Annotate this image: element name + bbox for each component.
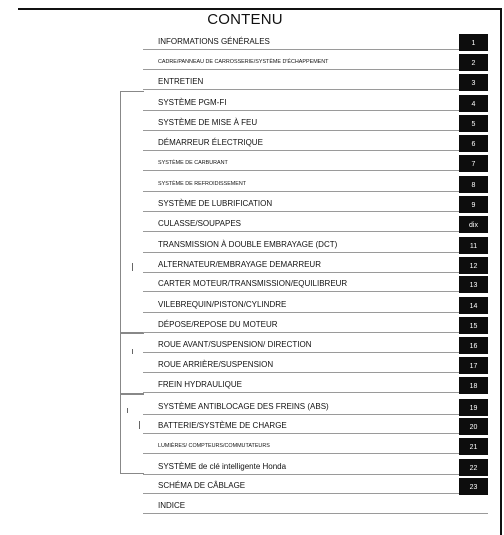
top-rule	[18, 8, 502, 10]
section-number-tab: 18	[459, 377, 488, 394]
toc-item-label: FREIN HYDRAULIQUE	[158, 380, 243, 389]
toc-item-label: DÉMARREUR ÉLECTRIQUE	[158, 138, 263, 147]
toc-item-label: SYSTÈME PGM-FI	[158, 98, 227, 107]
toc-item-label: SYSTÈME DE REFROIDISSEMENT	[158, 181, 247, 187]
section-number-tab: 12	[459, 257, 488, 274]
toc-item-label: BATTERIE/SYSTÈME DE CHARGE	[158, 421, 287, 430]
group-bracket-chassis	[120, 333, 144, 394]
section-number-tab: 3	[459, 74, 488, 91]
toc-item-label: SYSTÈME ANTIBLOCAGE DES FREINS (ABS)	[158, 402, 329, 411]
toc-item-wiring-diagram[interactable]	[143, 474, 488, 494]
section-number-tab: 13	[459, 276, 488, 293]
section-number-tab: 8	[459, 176, 488, 193]
toc-item-dct[interactable]	[143, 233, 488, 253]
toc-item-frame-body[interactable]	[143, 50, 488, 70]
toc-item-ignition[interactable]	[143, 111, 488, 131]
toc-item-label: TRANSMISSION À DOUBLE EMBRAYAGE (DCT)	[158, 240, 338, 249]
section-number-tab: 21	[459, 438, 488, 455]
section-number-tab: 14	[459, 297, 488, 314]
section-number-tab: 19	[459, 399, 488, 416]
toc-item-lubrication[interactable]	[143, 192, 488, 212]
toc-item-label: CARTER MOTEUR/TRANSMISSION/EQUILIBREUR	[158, 279, 348, 288]
toc-item-cylinder-head[interactable]	[143, 212, 488, 232]
toc-item-label: LUMIÈRES/ COMPTEURS/COMMUTATEURS	[158, 443, 270, 449]
toc-item-label: ROUE AVANT/SUSPENSION/ DIRECTION	[158, 340, 312, 349]
toc-item-fuel-system[interactable]	[143, 151, 488, 171]
group-mark-electrical	[127, 408, 128, 413]
toc-item-index[interactable]	[143, 494, 488, 514]
toc-item-label: ALTERNATEUR/EMBRAYAGE DEMARREUR	[158, 260, 321, 269]
toc-item-lights[interactable]	[143, 434, 488, 454]
toc-item-label: INDICE	[158, 501, 186, 510]
section-number-tab: 22	[459, 459, 488, 476]
section-number-tab: 15	[459, 317, 488, 334]
section-number-tab: 2	[459, 54, 488, 71]
toc-item-abs[interactable]	[143, 395, 488, 415]
toc-item-crankcase[interactable]	[143, 272, 488, 292]
toc-item-label: SYSTÈME DE CARBURANT	[158, 160, 228, 166]
toc-item-engine-removal[interactable]	[143, 313, 488, 333]
toc-item-label: ENTRETIEN	[158, 77, 204, 86]
section-number-tab: 11	[459, 237, 488, 254]
toc-item-label: SCHÉMA DE CÂBLAGE	[158, 481, 246, 490]
section-number-tab: 20	[459, 418, 488, 435]
section-number-tab: 17	[459, 357, 488, 374]
toc-item-pgm-fi[interactable]	[143, 91, 488, 111]
toc-item-general-info[interactable]	[143, 30, 488, 50]
toc-item-battery[interactable]	[143, 414, 488, 434]
toc-item-label: ROUE ARRIÈRE/SUSPENSION	[158, 360, 274, 369]
section-number-tab: 4	[459, 95, 488, 112]
toc-item-label: DÉPOSE/REPOSE DU MOTEUR	[158, 320, 278, 329]
group-bracket-engine	[120, 91, 144, 333]
toc-item-smart-key[interactable]	[143, 455, 488, 475]
toc-item-maintenance[interactable]	[143, 70, 488, 90]
section-number-tab: 23	[459, 478, 488, 495]
toc-item-label: SYSTÈME de clé intelligente Honda	[158, 462, 287, 471]
toc-item-label: CADRE/PANNEAU DE CARROSSERIE/SYSTÈME D'ÉCHAPPEMENT	[158, 59, 329, 65]
section-number-tab: 16	[459, 337, 488, 354]
section-number-tab: 9	[459, 196, 488, 213]
page-title: CONTENU	[207, 11, 283, 28]
toc-item-hydraulic-brake[interactable]	[143, 373, 488, 393]
toc-item-label: VILEBREQUIN/PISTON/CYLINDRE	[158, 300, 287, 309]
toc-item-cooling[interactable]	[143, 172, 488, 192]
section-number-tab: 5	[459, 115, 488, 132]
toc-item-label: CULASSE/SOUPAPES	[158, 219, 241, 228]
group-mark-engine	[132, 263, 133, 271]
toc-item-label: SYSTÈME DE MISE À FEU	[158, 118, 258, 127]
group-mark-electrical-2	[139, 421, 140, 429]
group-mark-chassis	[132, 349, 133, 354]
toc-item-label: INFORMATIONS GÉNÉRALES	[158, 37, 270, 46]
toc-item-label: SYSTÈME DE LUBRIFICATION	[158, 199, 273, 208]
right-edge-rule	[500, 8, 502, 535]
toc-item-front-wheel[interactable]	[143, 333, 488, 353]
section-number-tab: 1	[459, 34, 488, 51]
toc-item-crankshaft[interactable]	[143, 293, 488, 313]
group-bracket-electrical	[120, 394, 144, 474]
toc-item-alternator[interactable]	[143, 253, 488, 273]
section-number-tab: dix	[459, 216, 488, 233]
toc-item-electric-starter[interactable]	[143, 131, 488, 151]
toc-item-rear-wheel[interactable]	[143, 353, 488, 373]
section-number-tab: 7	[459, 155, 488, 172]
section-number-tab: 6	[459, 135, 488, 152]
